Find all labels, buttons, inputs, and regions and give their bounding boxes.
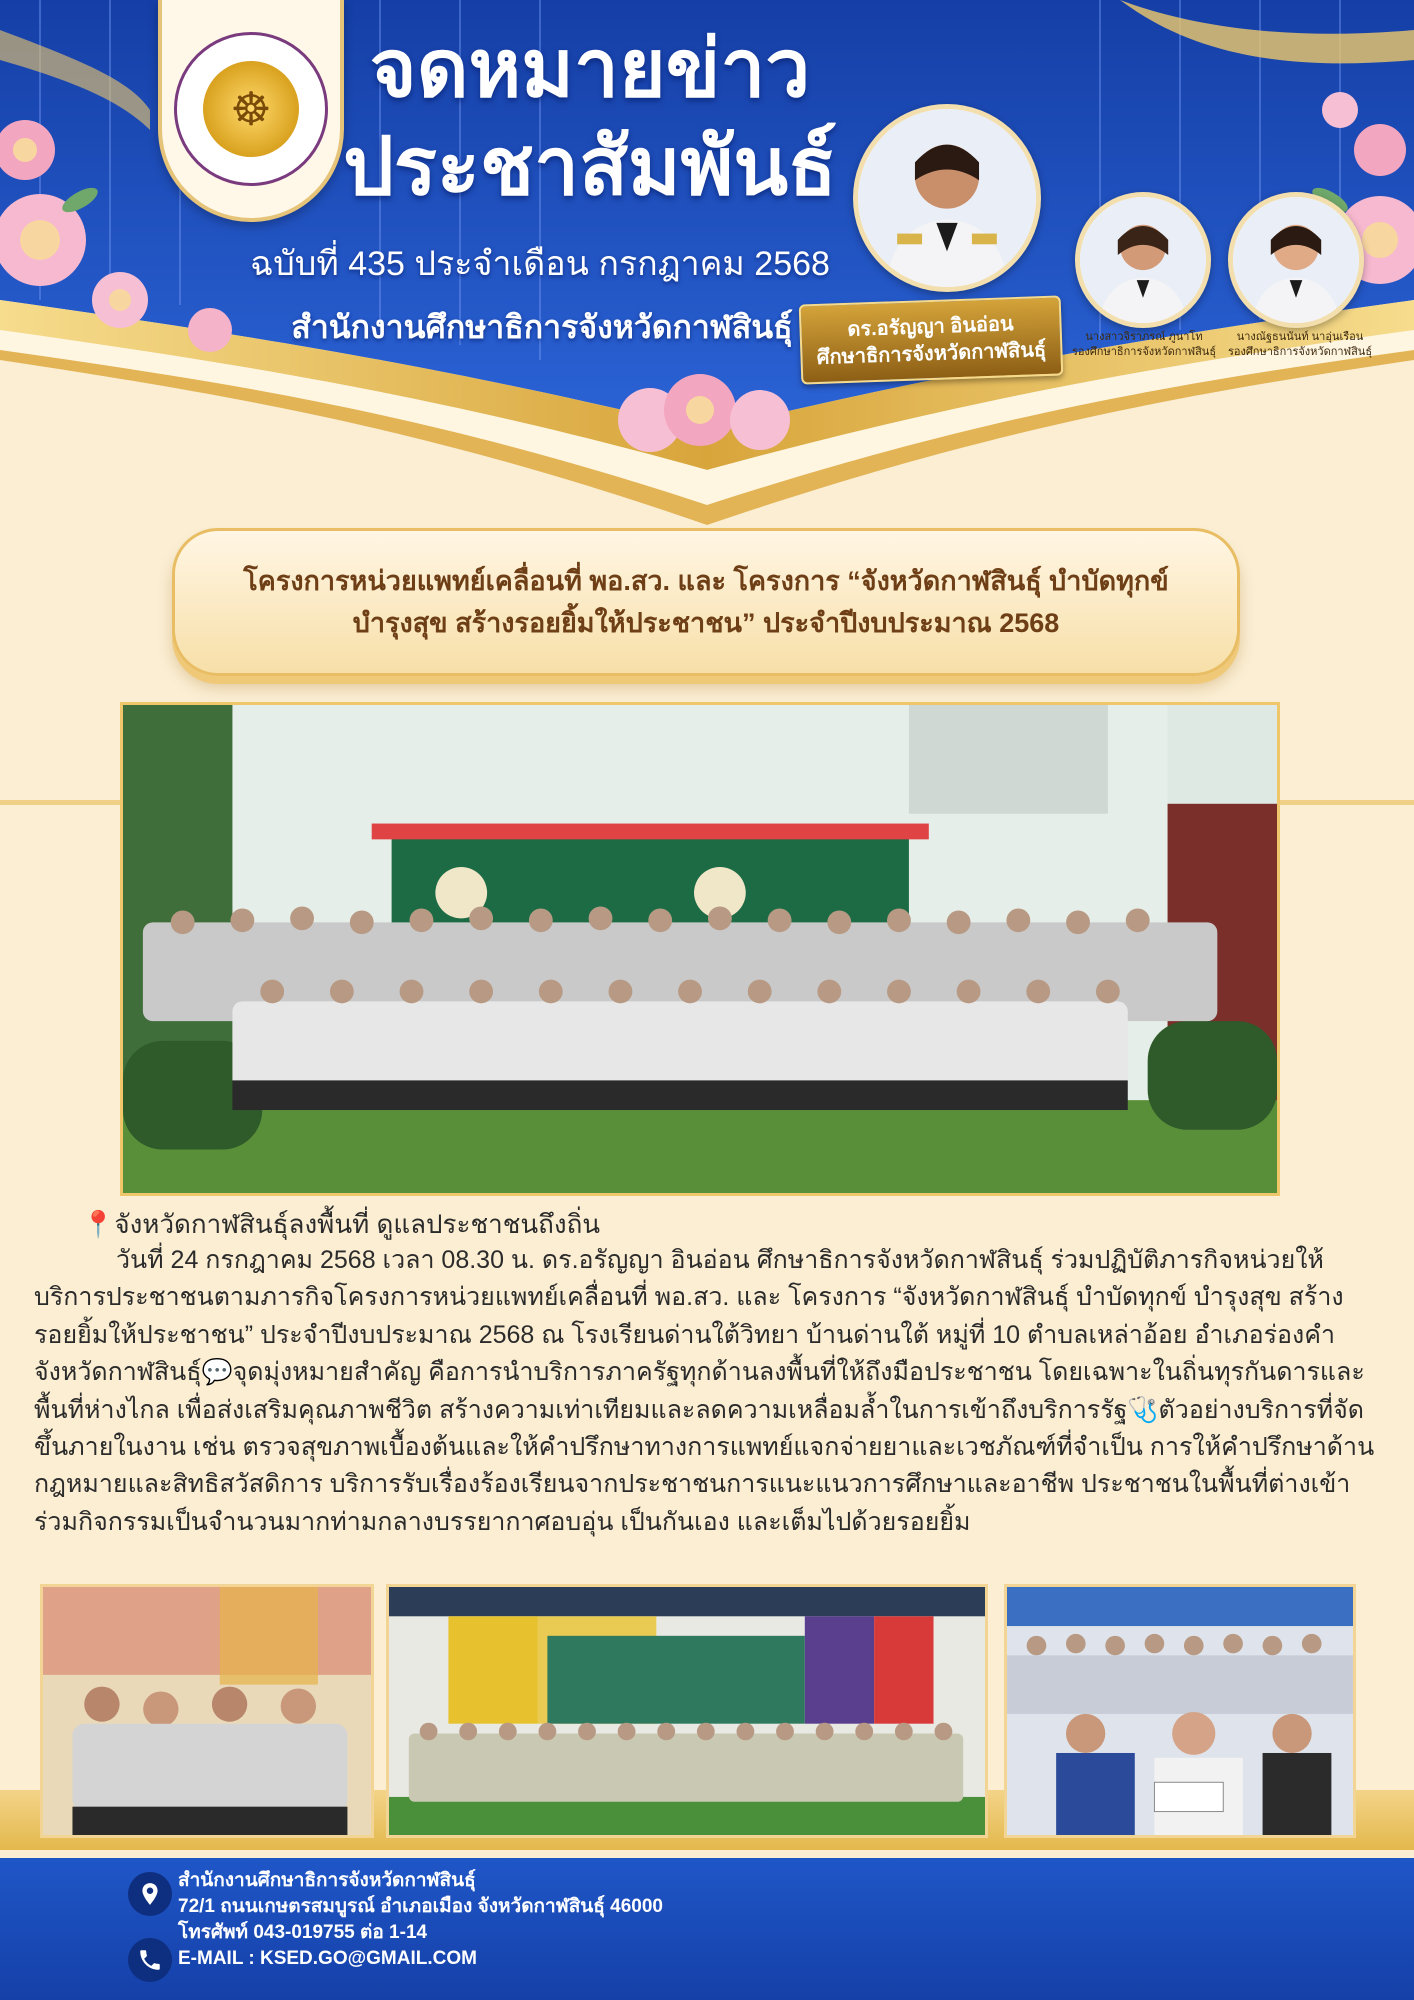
issue-number: ฉบับที่ 435 ประจำเดือน กรกฎาคม 2568: [250, 245, 830, 283]
location-pin-icon: [128, 1872, 172, 1916]
title-line-1: จดหมายข่าว: [369, 24, 811, 113]
footer-office: สำนักงานศึกษาธิการจังหวัดกาฬสินธุ์: [178, 1870, 476, 1891]
activity-photo-1: [40, 1584, 374, 1838]
director-name: ดร.อรัญญา อินอ่อน: [847, 313, 1015, 341]
footer-email[interactable]: E-MAIL : KSED.GO@GMAIL.COM: [178, 1948, 477, 1969]
pin-icon: 📍: [82, 1209, 115, 1239]
title-line-2: ประชาสัมพันธ์: [343, 122, 837, 211]
article-lead-text: จังหวัดกาฬสินธุ์ลงพื้นที่ ดูแลประชาชนถึงถิ่น: [114, 1209, 601, 1239]
director-position: ศึกษาธิการจังหวัดกาฬสินธุ์: [816, 338, 1047, 369]
deputy-portrait-1: [1075, 192, 1211, 328]
logo-seal: [174, 32, 328, 186]
article-body: วันที่ 24 กรกฎาคม 2568 เวลา 08.30 น. ดร.อรัญญา อินอ่อน ศึกษาธิการจังหวัดกาฬสินธุ์ ร่วมปฏิบัติภารกิจหน่วยให้บริการประชาชนตามภารกิจโครงการหน่วยแพทย์เคลื่อนที่ พอ.สว. และ โครงการ “จังหวัดกาฬสินธุ์ บำบัดทุกข์ บำรุงสุข สร้างรอยยิ้มให้ประชาชน” ประจำปีงบประมาณ 2568 ณ โรงเรียนด่านใต้วิทยา บ้านด่านใต้ หมู่ที่ 10 ตำบลเหล่าอ้อย อำเภอร่องคำ จังหวัดกาฬสินธุ์💬จุดมุ่งหมายสำคัญ คือการนำบริการภาครัฐทุกด้านลงพื้นที่ให้ถึงมือประชาชน โดยเฉพาะในถิ่นทุรกันดารและพื้นที่ห่างไกล เพื่อส่งเสริมคุณภาพชีวิต สร้างความเท่าเทียมและลดความเหลื่อมล้ำในการเข้าถึงบริการรัฐ🩺ตัวอย่างบริการที่จัดขึ้นภายในงาน เช่น ตรวจสุขภาพเบื้องต้นและให้คำปรึกษาทางการแพทย์แจกจ่ายยาและเวชภัณฑ์ที่จำเป็น การให้คำปรึกษาด้านกฎหมายและสิทธิสวัสดิการ บริการรับเรื่องร้องเรียนจากประชาชนการแนะแนวการศึกษาและอาชีพ ประชาชนในพื้นที่ต่างเข้าร่วมกิจกรรมเป็นจำนวนมากท่ามกลางบรรยากาศอบอุ่น เป็นกันเอง และเต็มไปด้วยรอยยิ้ม: [34, 1246, 1375, 1536]
footer-address: 72/1 ถนนเกษตรสมบูรณ์ อำเภอเมือง จังหวัดกาฬสินธุ์ 46000: [178, 1896, 663, 1917]
deputy-caption-2: [1222, 330, 1378, 360]
director-ribbon: [799, 295, 1064, 384]
deputy-position: รองศึกษาธิการจังหวัดกาฬสินธุ์: [1071, 346, 1217, 358]
emblem-icon: ☸: [203, 61, 299, 157]
headline-line-1: โครงการหน่วยแพทย์เคลื่อนที่ พอ.สว. และ โครงการ “จังหวัดกาฬสินธุ์ บำบัดทุกข์: [243, 566, 1169, 596]
director-portrait: [853, 104, 1041, 292]
phone-icon: [128, 1938, 172, 1982]
article-lead: [82, 1206, 600, 1242]
footer: [0, 1858, 1414, 2000]
header: [0, 0, 1414, 530]
deputy-name: นางณัฐธนนันท์ นาอุ่นเรือน: [1236, 331, 1364, 343]
activity-photo-2: [386, 1584, 988, 1838]
deputy-position: รองศึกษาธิการจังหวัดกาฬสินธุ์: [1227, 346, 1373, 358]
activity-photo-3: [1004, 1584, 1356, 1838]
headline-text: [206, 560, 1206, 644]
deputy-name: นางสาวจิราภรณ์ ภูนาโท: [1085, 331, 1203, 343]
headline-line-2: บำรุงสุข สร้างรอยยิ้มให้ประชาชน” ประจำปีงบประมาณ 2568: [352, 608, 1060, 638]
deputy-caption-1: [1066, 330, 1222, 360]
newsletter-title: [310, 20, 870, 216]
main-group-photo: [120, 702, 1280, 1196]
footer-phone: โทรศัพท์ 043-019755 ต่อ 1-14: [178, 1922, 428, 1943]
deputy-portrait-2: [1228, 192, 1364, 328]
headline-box: [172, 528, 1240, 676]
office-name: สำนักงานศึกษาธิการจังหวัดกาฬสินธุ์: [291, 309, 793, 345]
